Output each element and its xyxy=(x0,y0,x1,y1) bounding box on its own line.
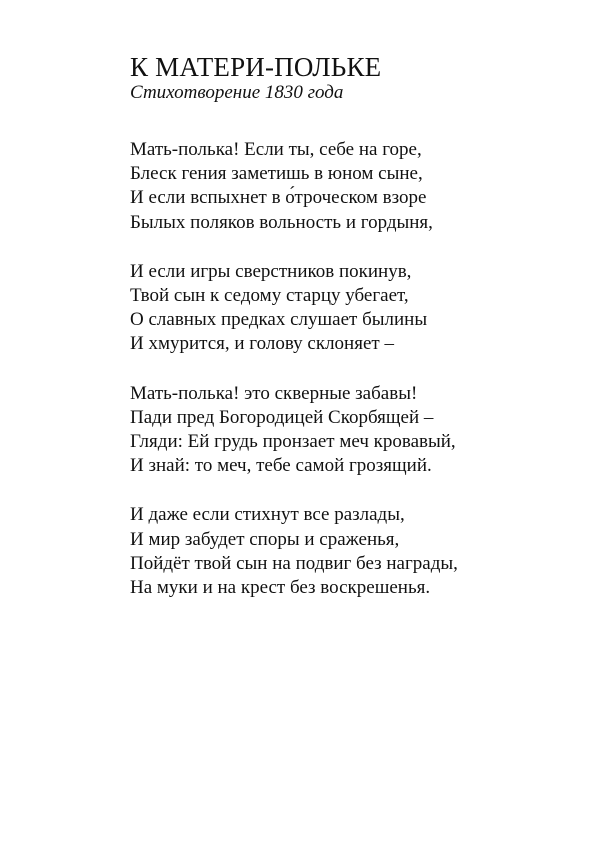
poem-line: Былых поляков вольность и гордыня, xyxy=(130,211,433,233)
poem-line: И даже если стихнут все разлады, xyxy=(130,504,405,526)
poem-line: Пойдёт твой сын на подвиг без награды, xyxy=(130,552,458,574)
poem-line: Гляди: Ей грудь пронзает меч кровавый, xyxy=(130,431,456,453)
poem-subtitle: Стихотворение 1830 года xyxy=(130,82,344,103)
poem-page xyxy=(130,52,570,625)
poem-line: О славных предках слушает былины xyxy=(130,309,428,331)
poem-line: Твой сын к седому старцу убегает, xyxy=(130,285,409,307)
stanza xyxy=(130,503,570,600)
poem-line: И если игры сверстников покинув, xyxy=(130,260,412,282)
stanza xyxy=(130,138,570,235)
poem-body xyxy=(130,138,570,600)
poem-line: На муки и на крест без воскрешенья. xyxy=(130,577,431,599)
poem-line: И хмурится, и голову склоняет – xyxy=(130,333,394,355)
stanza xyxy=(130,382,570,479)
poem-title: К МАТЕРИ-ПОЛЬКЕ xyxy=(130,52,382,82)
poem-line: Блеск гения заметишь в юном сыне, xyxy=(130,163,423,185)
poem-line: И знай: то меч, тебе самой грозящий. xyxy=(130,455,432,477)
poem-line: Мать-полька! это скверные забавы! xyxy=(130,382,418,404)
poem-line: И мир забудет споры и сраженья, xyxy=(130,528,400,550)
poem-line: И если вспыхнет в о́троческом взоре xyxy=(130,187,427,209)
poem-line: Мать-полька! Если ты, себе на горе, xyxy=(130,139,422,160)
stanza xyxy=(130,260,570,357)
poem-line: Пади пред Богородицей Скорбящей – xyxy=(130,406,434,428)
